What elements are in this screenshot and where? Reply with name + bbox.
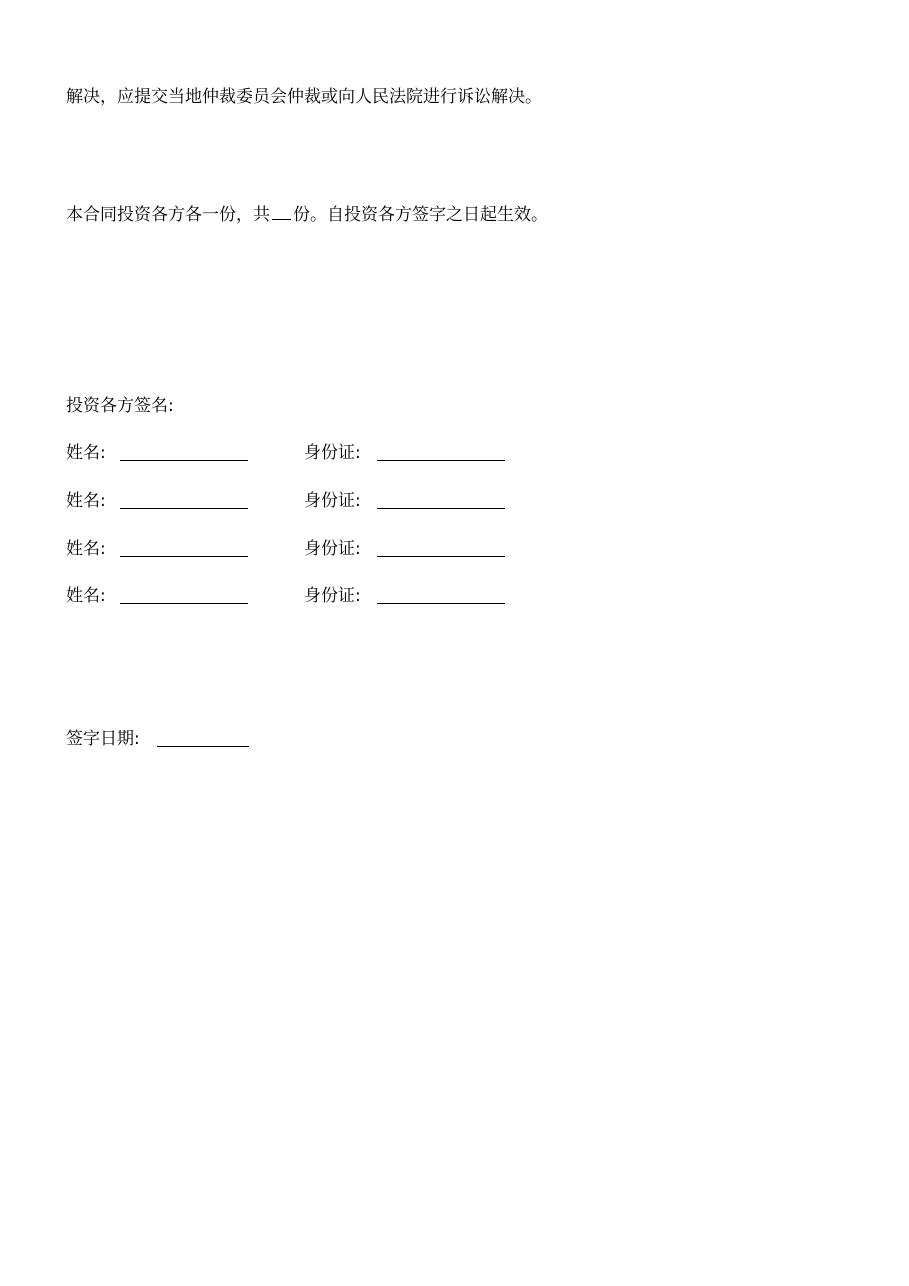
paragraph-copies-text-before: 本合同投资各方各一份，共 bbox=[66, 205, 270, 225]
id-label: 身份证: bbox=[304, 443, 361, 463]
id-blank[interactable] bbox=[377, 589, 505, 604]
name-label: 姓名: bbox=[66, 443, 106, 463]
id-label: 身份证: bbox=[304, 491, 361, 511]
paragraph-copies bbox=[66, 204, 548, 226]
name-label: 姓名: bbox=[66, 539, 106, 559]
signature-row bbox=[66, 538, 526, 560]
name-label: 姓名: bbox=[66, 491, 106, 511]
signature-row bbox=[66, 585, 526, 607]
signatures-heading: 投资各方签名: bbox=[66, 396, 174, 416]
id-blank[interactable] bbox=[377, 446, 505, 461]
id-blank[interactable] bbox=[377, 494, 505, 509]
name-blank[interactable] bbox=[120, 494, 248, 509]
id-label: 身份证: bbox=[304, 586, 361, 606]
paragraph-dispute-resolution: 解决，应提交当地仲裁委员会仲裁或向人民法院进行诉讼解决。 bbox=[66, 87, 542, 107]
id-label: 身份证: bbox=[304, 539, 361, 559]
name-blank[interactable] bbox=[120, 446, 248, 461]
copies-count-blank[interactable] bbox=[272, 205, 291, 220]
name-label: 姓名: bbox=[66, 586, 106, 606]
paragraph-copies-text-after: 份。自投资各方签字之日起生效。 bbox=[293, 205, 548, 225]
signature-row bbox=[66, 442, 526, 464]
sign-date-blank[interactable] bbox=[157, 732, 249, 747]
id-blank[interactable] bbox=[377, 542, 505, 557]
signature-row bbox=[66, 490, 526, 512]
sign-date-label: 签字日期: bbox=[66, 729, 140, 749]
name-blank[interactable] bbox=[120, 589, 248, 604]
sign-date-row bbox=[66, 728, 366, 750]
name-blank[interactable] bbox=[120, 542, 248, 557]
